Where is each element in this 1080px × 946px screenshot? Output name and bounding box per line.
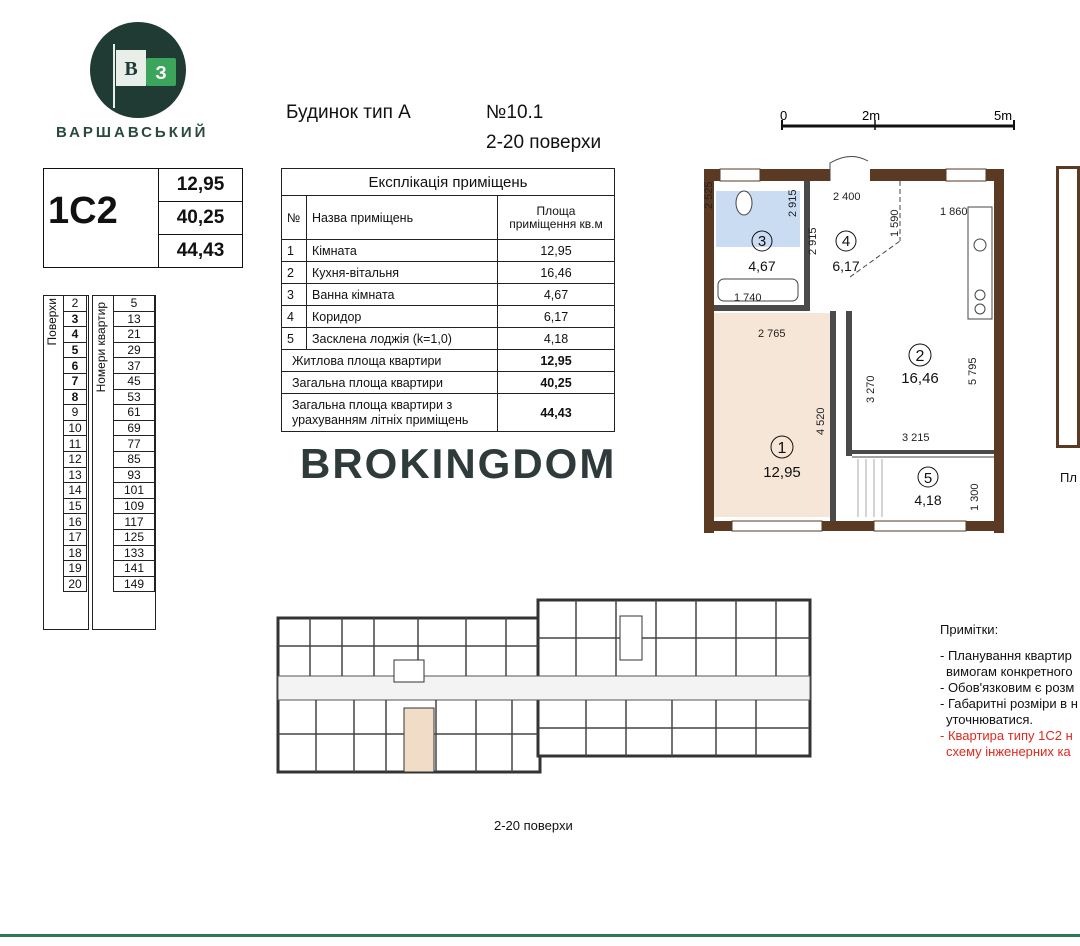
explication-table: [281, 168, 615, 432]
note-line-red: - Квартира типу 1С2 н: [940, 728, 1073, 743]
apartment-number: 133: [114, 545, 155, 561]
note-line: - Планування квартир: [940, 648, 1072, 663]
apartment-number: 117: [114, 514, 155, 530]
floor-number: 17: [64, 529, 87, 545]
notes: [940, 622, 1078, 760]
room-5-number: 5: [923, 470, 933, 487]
floor-number: 18: [64, 545, 87, 561]
floor-number: 5: [64, 342, 87, 358]
floor-number: 19: [64, 561, 87, 577]
apartment-number: 13: [114, 311, 155, 327]
dim-1590: 1 590: [889, 209, 901, 237]
apartment-type: 1С2: [48, 190, 118, 232]
room-2-area: 16,46: [901, 370, 939, 387]
room-3-area: 4,67: [748, 258, 776, 274]
apartment-number: 37: [114, 358, 155, 374]
room-2-number: 2: [915, 348, 925, 365]
apartment-number: 93: [114, 467, 155, 483]
svg-text:В: В: [124, 58, 138, 80]
scale-mid: 2m: [862, 108, 881, 123]
summer-row: Загальна площа квартири з урахуванням літніх приміщень 44,43: [282, 394, 615, 432]
floor-number: 3: [64, 311, 87, 327]
logo-icon: [90, 22, 186, 118]
table-row: 4 Коридор 6,17: [282, 306, 615, 328]
dim-2525: 2 525: [703, 181, 715, 209]
apartment-number: 141: [114, 561, 155, 577]
dim-2915-a: 2 915: [787, 189, 799, 217]
floor-number: 10: [64, 420, 87, 436]
apartment-number: 45: [114, 373, 155, 389]
footer-divider: [0, 934, 1080, 937]
dim-2400: 2 400: [833, 191, 861, 203]
table-row: 1 Кімната 12,95: [282, 240, 615, 262]
svg-text:З: З: [155, 63, 167, 83]
dim-2765: 2 765: [758, 328, 786, 340]
col-no: №: [282, 196, 307, 240]
floor-number: 16: [64, 514, 87, 530]
room-4-area: 6,17: [832, 258, 860, 274]
room-3-number: 3: [757, 233, 767, 250]
dim-2915-b: 2 915: [807, 227, 819, 255]
dim-1740: 1 740: [734, 292, 762, 304]
floor-number: 9: [64, 405, 87, 421]
floors-range: 2-20 поверхи: [486, 132, 602, 153]
apartment-number: 125: [114, 529, 155, 545]
apartment-number: 109: [114, 498, 155, 514]
floor-number: 14: [64, 483, 87, 499]
floor-number: 6: [64, 358, 87, 374]
next-plan-edge: [1056, 166, 1080, 448]
room-5-area: 4,18: [914, 492, 942, 508]
table-row: 5 Засклена лоджія (k=1,0) 4,18: [282, 328, 615, 350]
apartment-number: 61: [114, 405, 155, 421]
scale-bar: [778, 106, 1028, 132]
highlighted-apartment: [404, 708, 434, 772]
floor-number: 12: [64, 451, 87, 467]
note-line: - Габаритні розміри в н: [940, 696, 1078, 711]
dim-1860: 1 860: [940, 206, 968, 218]
dim-3215: 3 215: [902, 432, 930, 444]
scale-end: 5m: [994, 108, 1013, 123]
living-row: Житлова площа квартири 12,95: [282, 350, 615, 372]
floor-number: 11: [64, 436, 87, 452]
apartment-number: 5: [114, 296, 155, 312]
note-line: вимогам конкретного: [946, 664, 1073, 679]
room-1-number: 1: [777, 440, 787, 457]
typical-floor-plan: [276, 598, 812, 776]
apartment-number: 21: [114, 327, 155, 343]
total-with-summer: 44,43: [158, 235, 242, 267]
dim-5795: 5 795: [967, 357, 979, 385]
apartments-label: Номери квартир: [94, 302, 108, 393]
dim-3270: 3 270: [865, 375, 877, 403]
dim-4520: 4 520: [815, 407, 827, 435]
floors-label: Поверхи: [45, 298, 59, 346]
building-type: Будинок тип А: [286, 102, 411, 123]
note-line-red: схему інженерних ка: [946, 744, 1071, 759]
floors-frame: [43, 295, 89, 630]
apartment-plan: [700, 145, 1010, 537]
apartment-number: 29: [114, 342, 155, 358]
col-name: Назва приміщень: [307, 196, 498, 240]
floor-number: 8: [64, 389, 87, 405]
floor-number: 2: [64, 296, 87, 312]
table-row: 2 Кухня-вітальня 16,46: [282, 262, 615, 284]
floor-number: 15: [64, 498, 87, 514]
col-area: Площа приміщення кв.м: [498, 196, 615, 240]
table-row: 3 Ванна кімната 4,67: [282, 284, 615, 306]
dim-1300: 1 300: [969, 483, 981, 511]
apartment-number: 85: [114, 451, 155, 467]
note-line: - Обов'язковим є розм: [940, 680, 1075, 695]
apartment-number: 53: [114, 389, 155, 405]
total-area: 40,25: [158, 202, 242, 235]
living-area: 12,95: [158, 169, 242, 202]
scale-zero: 0: [780, 108, 788, 123]
room-1-area: 12,95: [763, 464, 801, 481]
apartments-frame: [92, 295, 156, 630]
note-line: уточнюватися.: [946, 712, 1034, 727]
apartment-number: 101: [114, 483, 155, 499]
explication-title: Експлікація приміщень: [282, 169, 615, 196]
building-number: №10.1: [486, 102, 544, 123]
floor-number: 4: [64, 327, 87, 343]
room-4-number: 4: [841, 233, 851, 250]
floor-number: 20: [64, 576, 87, 592]
floor-number: 13: [64, 467, 87, 483]
side-label: Пл: [1060, 470, 1077, 485]
notes-title: Примітки:: [940, 622, 999, 637]
apartment-number: 77: [114, 436, 155, 452]
total-row: Загальна площа квартири 40,25: [282, 372, 615, 394]
brand-logo: [90, 22, 186, 118]
apartment-number: 149: [114, 576, 155, 592]
apartment-number: 69: [114, 420, 155, 436]
floor-plan-caption: 2-20 поверхи: [494, 818, 573, 833]
floor-number: 7: [64, 373, 87, 389]
watermark: BROKINGDOM: [300, 440, 617, 487]
brand-name: ВАРШАВСЬКИЙ: [56, 124, 209, 141]
